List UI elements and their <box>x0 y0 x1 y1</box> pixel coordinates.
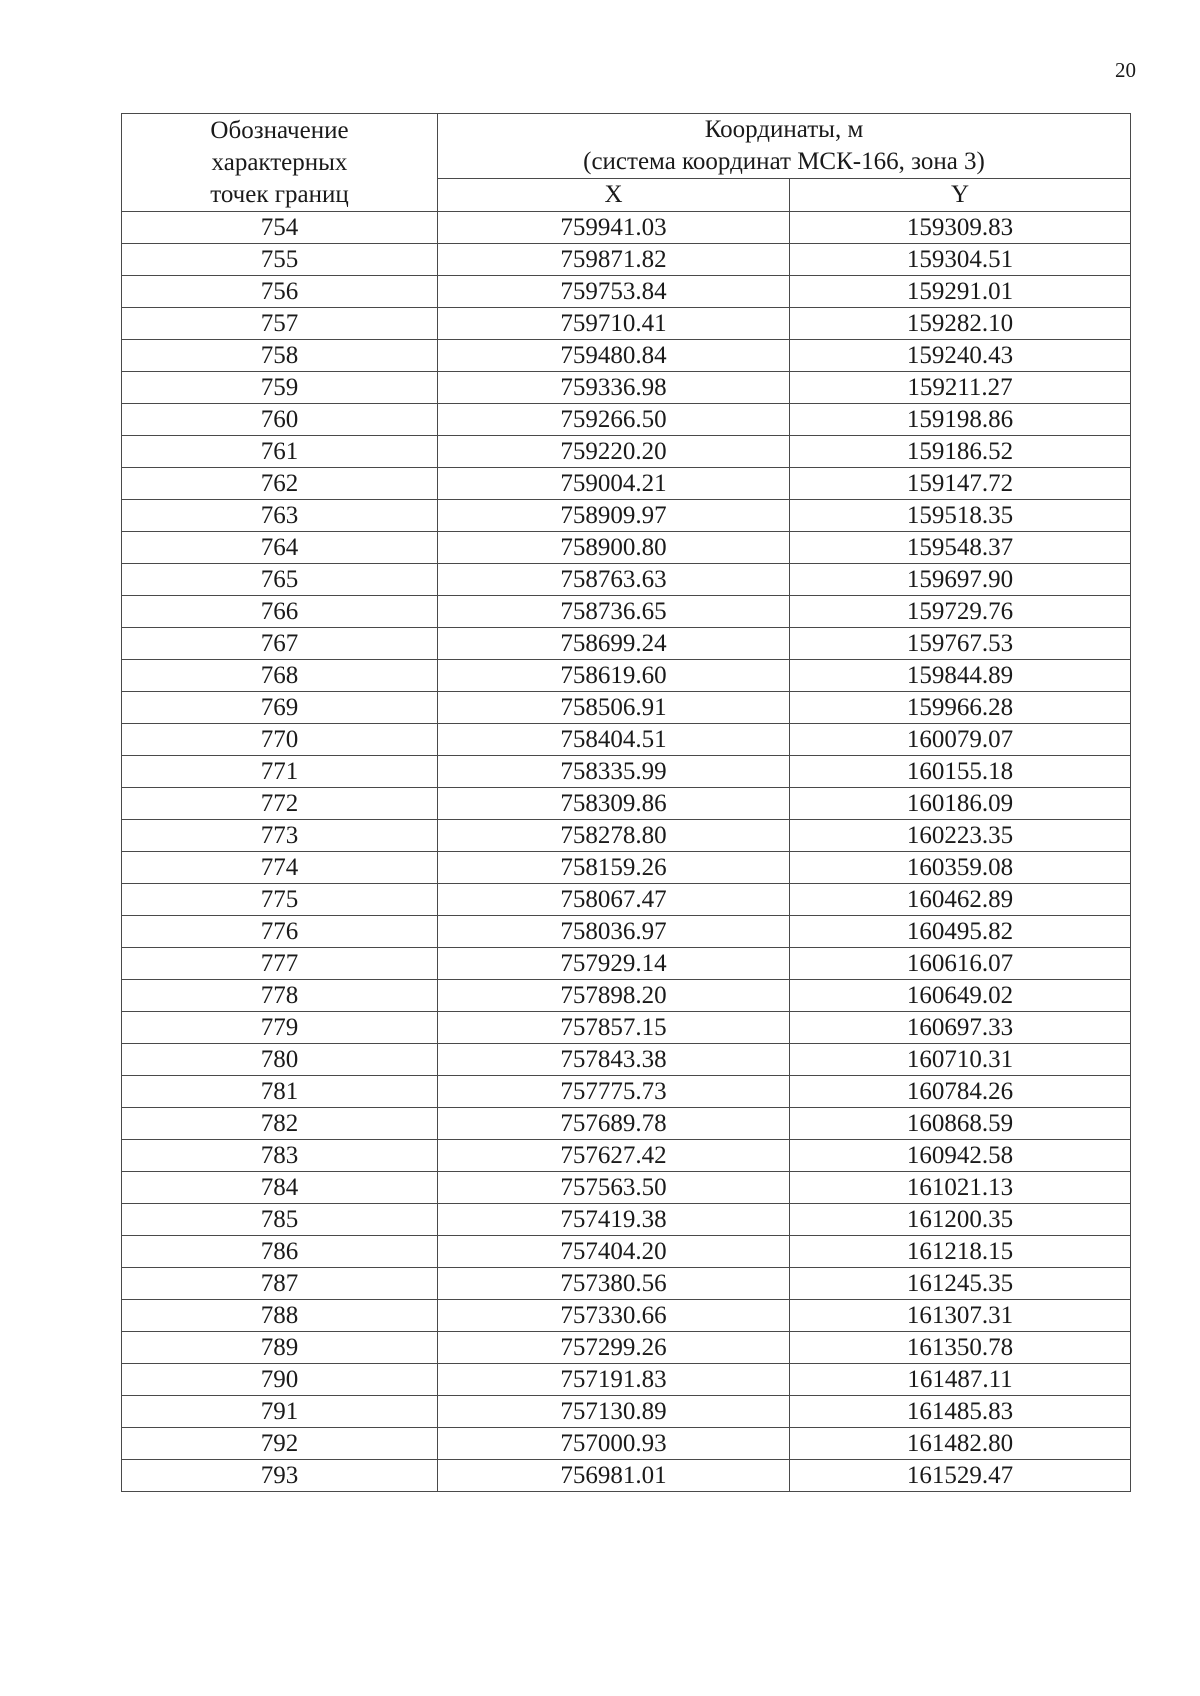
x-coordinate-cell: 757419.38 <box>438 1204 790 1236</box>
y-coordinate-cell: 160868.59 <box>790 1108 1131 1140</box>
coordinates-column-header <box>438 114 1131 179</box>
points-header-line-1: Обозначение <box>210 116 349 144</box>
x-coordinate-cell: 758506.91 <box>438 692 790 724</box>
y-coordinate-cell: 161350.78 <box>790 1332 1131 1364</box>
x-coordinate-cell: 757130.89 <box>438 1396 790 1428</box>
y-coordinate-cell: 161487.11 <box>790 1364 1131 1396</box>
x-coordinate-cell: 759266.50 <box>438 404 790 436</box>
point-number-cell: 760 <box>122 404 438 436</box>
x-coordinate-cell: 759480.84 <box>438 340 790 372</box>
y-coordinate-cell: 160155.18 <box>790 756 1131 788</box>
table-row <box>122 628 1131 660</box>
y-coordinate-cell: 159844.89 <box>790 660 1131 692</box>
point-number-cell: 767 <box>122 628 438 660</box>
point-number-cell: 787 <box>122 1268 438 1300</box>
x-coordinate-cell: 758278.80 <box>438 820 790 852</box>
table-row <box>122 1460 1131 1492</box>
x-coordinate-cell: 758036.97 <box>438 916 790 948</box>
x-coordinate-cell: 758335.99 <box>438 756 790 788</box>
point-number-cell: 785 <box>122 1204 438 1236</box>
page-number: 20 <box>1115 58 1136 82</box>
coordinates-table <box>121 113 1131 1492</box>
table-row <box>122 1268 1131 1300</box>
x-coordinate-cell: 759004.21 <box>438 468 790 500</box>
x-coordinate-cell: 757404.20 <box>438 1236 790 1268</box>
y-coordinate-cell: 161245.35 <box>790 1268 1131 1300</box>
point-number-cell: 768 <box>122 660 438 692</box>
coordinates-header-line-2: (система координат МСК-166, зона 3) <box>583 148 985 175</box>
point-number-cell: 793 <box>122 1460 438 1492</box>
x-coordinate-cell: 757898.20 <box>438 980 790 1012</box>
y-coordinate-cell: 160495.82 <box>790 916 1131 948</box>
y-coordinate-cell: 160462.89 <box>790 884 1131 916</box>
x-coordinate-cell: 758309.86 <box>438 788 790 820</box>
x-coordinate-cell: 757380.56 <box>438 1268 790 1300</box>
x-coordinate-cell: 757929.14 <box>438 948 790 980</box>
point-number-cell: 764 <box>122 532 438 564</box>
coordinates-header-line-1: Координаты, м <box>704 116 864 143</box>
header-row-top <box>122 114 1131 179</box>
y-coordinate-cell: 160616.07 <box>790 948 1131 980</box>
table-row <box>122 436 1131 468</box>
point-number-cell: 766 <box>122 596 438 628</box>
point-number-cell: 781 <box>122 1076 438 1108</box>
point-number-cell: 789 <box>122 1332 438 1364</box>
table-row <box>122 1140 1131 1172</box>
point-number-cell: 761 <box>122 436 438 468</box>
table-row <box>122 212 1131 244</box>
table-row <box>122 564 1131 596</box>
y-coordinate-cell: 159966.28 <box>790 692 1131 724</box>
y-coordinate-cell: 159697.90 <box>790 564 1131 596</box>
point-number-cell: 791 <box>122 1396 438 1428</box>
x-coordinate-cell: 758067.47 <box>438 884 790 916</box>
x-coordinate-cell: 757000.93 <box>438 1428 790 1460</box>
x-coordinate-cell: 757689.78 <box>438 1108 790 1140</box>
point-number-cell: 756 <box>122 276 438 308</box>
table-row <box>122 1236 1131 1268</box>
table-row <box>122 596 1131 628</box>
y-coordinate-cell: 161218.15 <box>790 1236 1131 1268</box>
table-row <box>122 1076 1131 1108</box>
point-number-cell: 786 <box>122 1236 438 1268</box>
y-coordinate-cell: 159309.83 <box>790 212 1131 244</box>
y-coordinate-cell: 160784.26 <box>790 1076 1131 1108</box>
table-row <box>122 980 1131 1012</box>
y-coordinate-cell: 159767.53 <box>790 628 1131 660</box>
x-coordinate-cell: 758763.63 <box>438 564 790 596</box>
y-coordinate-cell: 159211.27 <box>790 372 1131 404</box>
table-row <box>122 916 1131 948</box>
x-column-header: X <box>438 179 790 212</box>
y-coordinate-cell: 159198.86 <box>790 404 1131 436</box>
table-body <box>122 212 1131 1492</box>
point-number-cell: 762 <box>122 468 438 500</box>
table-row <box>122 820 1131 852</box>
table-row <box>122 724 1131 756</box>
y-coordinate-cell: 160359.08 <box>790 852 1131 884</box>
x-coordinate-cell: 758909.97 <box>438 500 790 532</box>
x-coordinate-cell: 759710.41 <box>438 308 790 340</box>
table-row <box>122 1044 1131 1076</box>
x-coordinate-cell: 757330.66 <box>438 1300 790 1332</box>
x-coordinate-cell: 758404.51 <box>438 724 790 756</box>
y-coordinate-cell: 159186.52 <box>790 436 1131 468</box>
y-coordinate-cell: 160710.31 <box>790 1044 1131 1076</box>
point-number-cell: 790 <box>122 1364 438 1396</box>
y-coordinate-cell: 161529.47 <box>790 1460 1131 1492</box>
point-number-cell: 774 <box>122 852 438 884</box>
point-number-cell: 772 <box>122 788 438 820</box>
point-number-cell: 776 <box>122 916 438 948</box>
table-row <box>122 692 1131 724</box>
table-row <box>122 500 1131 532</box>
point-number-cell: 759 <box>122 372 438 404</box>
table-row <box>122 948 1131 980</box>
y-coordinate-cell: 159518.35 <box>790 500 1131 532</box>
table-row <box>122 308 1131 340</box>
table-row <box>122 852 1131 884</box>
x-coordinate-cell: 759336.98 <box>438 372 790 404</box>
x-coordinate-cell: 757775.73 <box>438 1076 790 1108</box>
x-coordinate-cell: 756981.01 <box>438 1460 790 1492</box>
x-coordinate-cell: 758900.80 <box>438 532 790 564</box>
x-coordinate-cell: 758699.24 <box>438 628 790 660</box>
point-number-cell: 784 <box>122 1172 438 1204</box>
point-number-cell: 755 <box>122 244 438 276</box>
point-number-cell: 770 <box>122 724 438 756</box>
table-row <box>122 404 1131 436</box>
table-row <box>122 1396 1131 1428</box>
point-number-cell: 763 <box>122 500 438 532</box>
table-row <box>122 884 1131 916</box>
x-coordinate-cell: 758619.60 <box>438 660 790 692</box>
point-number-cell: 765 <box>122 564 438 596</box>
y-coordinate-cell: 159240.43 <box>790 340 1131 372</box>
y-coordinate-cell: 160649.02 <box>790 980 1131 1012</box>
y-coordinate-cell: 159147.72 <box>790 468 1131 500</box>
table-row <box>122 276 1131 308</box>
points-column-header <box>122 114 438 212</box>
y-coordinate-cell: 160697.33 <box>790 1012 1131 1044</box>
y-coordinate-cell: 160223.35 <box>790 820 1131 852</box>
table-row <box>122 244 1131 276</box>
x-coordinate-cell: 757857.15 <box>438 1012 790 1044</box>
table-row <box>122 1108 1131 1140</box>
table-row <box>122 468 1131 500</box>
point-number-cell: 782 <box>122 1108 438 1140</box>
x-coordinate-cell: 757299.26 <box>438 1332 790 1364</box>
x-coordinate-cell: 757627.42 <box>438 1140 790 1172</box>
point-number-cell: 783 <box>122 1140 438 1172</box>
point-number-cell: 777 <box>122 948 438 980</box>
point-number-cell: 788 <box>122 1300 438 1332</box>
y-column-header: Y <box>790 179 1131 212</box>
y-coordinate-cell: 159282.10 <box>790 308 1131 340</box>
table-row <box>122 1012 1131 1044</box>
x-coordinate-cell: 759941.03 <box>438 212 790 244</box>
x-coordinate-cell: 759220.20 <box>438 436 790 468</box>
table-row <box>122 756 1131 788</box>
y-coordinate-cell: 159729.76 <box>790 596 1131 628</box>
y-coordinate-cell: 160942.58 <box>790 1140 1131 1172</box>
table-row <box>122 1300 1131 1332</box>
x-coordinate-cell: 759753.84 <box>438 276 790 308</box>
x-coordinate-cell: 759871.82 <box>438 244 790 276</box>
point-number-cell: 773 <box>122 820 438 852</box>
x-coordinate-cell: 758736.65 <box>438 596 790 628</box>
point-number-cell: 769 <box>122 692 438 724</box>
table-row <box>122 1204 1131 1236</box>
table-row <box>122 532 1131 564</box>
table-row <box>122 1332 1131 1364</box>
x-coordinate-cell: 757843.38 <box>438 1044 790 1076</box>
table-row <box>122 340 1131 372</box>
y-coordinate-cell: 159548.37 <box>790 532 1131 564</box>
point-number-cell: 780 <box>122 1044 438 1076</box>
x-coordinate-cell: 757191.83 <box>438 1364 790 1396</box>
table-row <box>122 1172 1131 1204</box>
point-number-cell: 778 <box>122 980 438 1012</box>
table-row <box>122 1364 1131 1396</box>
points-header-line-2: характерных <box>211 148 348 176</box>
y-coordinate-cell: 160079.07 <box>790 724 1131 756</box>
x-coordinate-cell: 758159.26 <box>438 852 790 884</box>
point-number-cell: 771 <box>122 756 438 788</box>
y-coordinate-cell: 161307.31 <box>790 1300 1131 1332</box>
table-row <box>122 372 1131 404</box>
table-row <box>122 1428 1131 1460</box>
table-header <box>122 114 1131 212</box>
point-number-cell: 792 <box>122 1428 438 1460</box>
x-coordinate-cell: 757563.50 <box>438 1172 790 1204</box>
point-number-cell: 757 <box>122 308 438 340</box>
y-coordinate-cell: 161021.13 <box>790 1172 1131 1204</box>
point-number-cell: 758 <box>122 340 438 372</box>
point-number-cell: 779 <box>122 1012 438 1044</box>
y-coordinate-cell: 159291.01 <box>790 276 1131 308</box>
y-coordinate-cell: 161482.80 <box>790 1428 1131 1460</box>
points-header-line-3: точек границ <box>210 180 349 208</box>
point-number-cell: 754 <box>122 212 438 244</box>
table-row <box>122 660 1131 692</box>
y-coordinate-cell: 161200.35 <box>790 1204 1131 1236</box>
y-coordinate-cell: 160186.09 <box>790 788 1131 820</box>
y-coordinate-cell: 161485.83 <box>790 1396 1131 1428</box>
point-number-cell: 775 <box>122 884 438 916</box>
table-row <box>122 788 1131 820</box>
y-coordinate-cell: 159304.51 <box>790 244 1131 276</box>
